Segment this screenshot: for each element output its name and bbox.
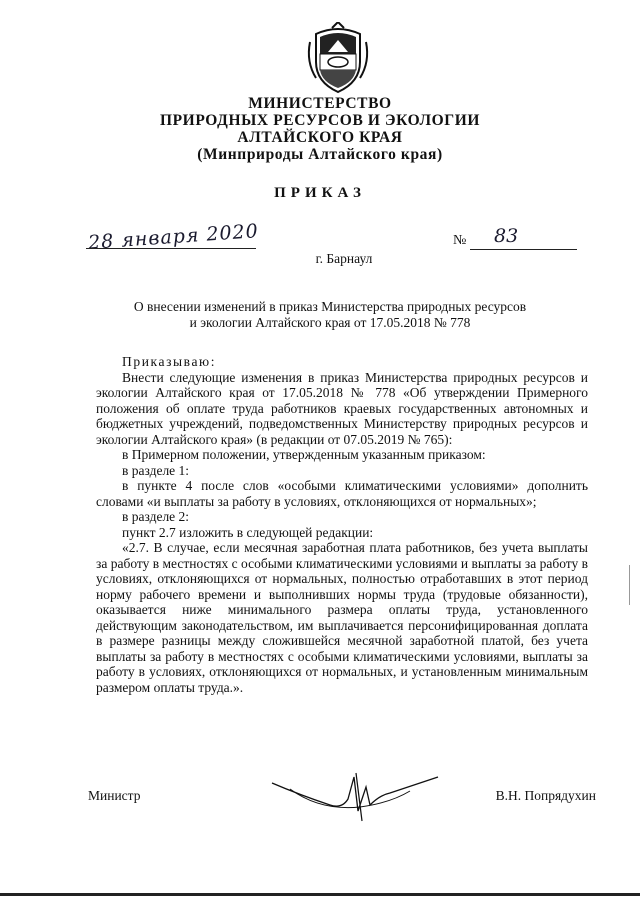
handwritten-number: 83: [494, 225, 519, 247]
number-label: №: [453, 233, 467, 248]
scan-bottom-edge: [0, 893, 640, 896]
order-body: [96, 354, 588, 695]
body-paragraph-intro: Внести следующие изменения в приказ Министерства природных ресурсов и экологии Алтайского края от 17.05.2018 № 778 «Об утверждении Примерного положения об оплате труда работников краевых государственных автономных и бюджетных учреждений, подведомственных Министерству природных ресурсов и экологии Алтайского края» (в редакции от 07.05.2019 № 765):: [96, 369, 588, 447]
org-name-line-1: МИНИСТЕРСТВО: [248, 95, 392, 112]
scan-edge-mark: [629, 565, 630, 605]
org-name-line-2: ПРИРОДНЫХ РЕСУРСОВ И ЭКОЛОГИИ: [159, 112, 481, 129]
subject-line-2: и экологии Алтайского края от 17.05.2018 № 778: [189, 314, 471, 330]
body-paragraph-new-text: «2.7. В случае, если месячная заработная плата работников, без учета выплаты за работу в местностях с особыми климатическими условиями и выплаты за работу в условиях, отклоняющихся от нормальных, полностью отработавших в этот период норму рабочего времени и выполнивших нормы труда (трудовые обязанности), оказывается ниже минимального размера оплаты труда, установленного действующим законодательством, им выплачивается персонифицированная доплата в размере разницы между сложившейся месячной заработной платой, без учета выплаты за работу в местностях с особыми климатическими условиями, выплаты за работу в условиях, отклоняющихся от нормальных, и установленным минимальным размером оплаты труда.».: [96, 540, 588, 695]
signatory-name: В.Н. Попрядухин: [495, 788, 596, 803]
body-paragraph-section-1: в разделе 1:: [122, 462, 190, 478]
body-paragraph-clause-4: в пункте 4 после слов «особыми климатическими условиями» дополнить словами «и выплаты за работу в условиях, отклоняющихся от нормальных»;: [96, 478, 588, 509]
body-paragraph-clause-2-7: пункт 2.7 изложить в следующей редакции:: [122, 524, 374, 540]
order-subject: [110, 299, 550, 330]
city-name: г. Барнаул: [315, 251, 373, 266]
body-paragraph-regulation: в Примерном положении, утвержденным указанным приказом:: [122, 447, 486, 462]
org-name-short: (Минприроды Алтайского края): [197, 146, 443, 163]
body-paragraph-section-2: в разделе 2:: [122, 509, 190, 524]
subject-line-1: О внесении изменений в приказ Министерства природных ресурсов: [133, 299, 527, 314]
signatory-position: Министр: [88, 788, 141, 803]
org-name-line-3: АЛТАЙСКОГО КРАЯ: [237, 129, 403, 146]
handwritten-date: 28 января 2020: [87, 220, 260, 254]
coat-of-arms-emblem: [302, 22, 374, 94]
document-type-title: ПРИКАЗ: [274, 185, 366, 201]
body-paragraph-order: Приказываю:: [122, 354, 217, 369]
date-underline: [86, 248, 256, 249]
number-underline: [470, 249, 577, 250]
handwritten-signature: [270, 765, 440, 825]
